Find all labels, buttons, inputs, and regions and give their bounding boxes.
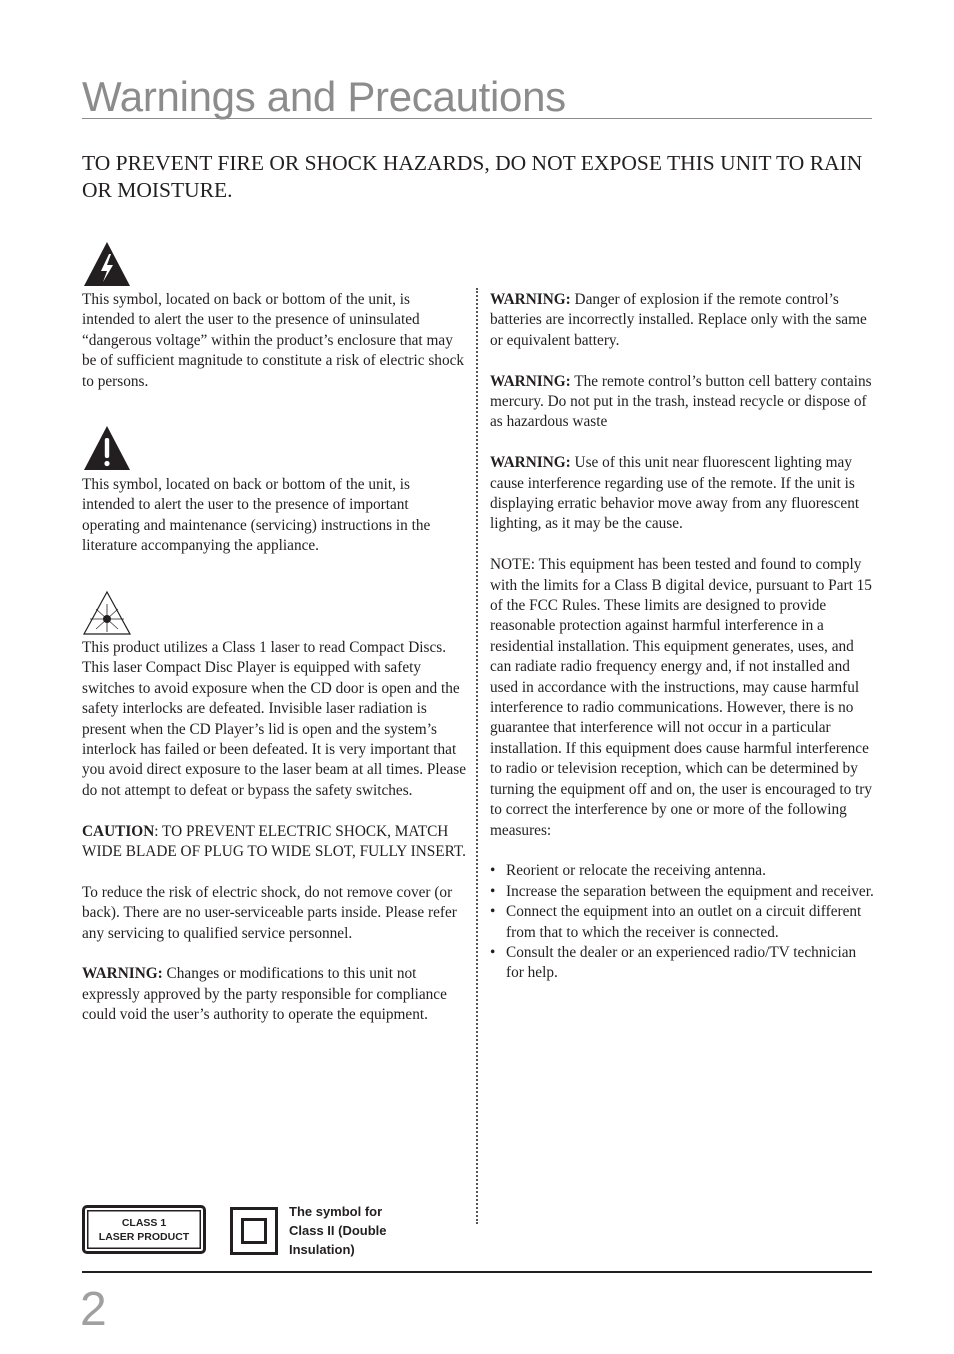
bullet-icon: •: [490, 882, 496, 900]
shock-text: To reduce the risk of electric shock, do not remove cover (or back). There are no user-serviceable parts inside. Please refer any servicing to qualified service personnel.: [82, 883, 457, 942]
electric-shock-warning-icon: [82, 240, 132, 288]
footer-rule: [82, 1271, 872, 1273]
measure-text: Consult the dealer or an experienced radio/TV technician for help.: [506, 943, 857, 982]
fluorescent-warning-paragraph: [490, 453, 875, 535]
laser-text: This product utilizes a Class 1 laser to read Compact Discs. This laser Compact Disc Player is equipped with safety switches to avoid exposure when the CD door is open and the safety interlocks are defeated. Invisible laser radiation is present when the CD Player’s lid is open and the system’s interlock has failed or been defeated. It is very important that you avoid direct exposure to the laser beam at all times. Please do not attempt to defeat or bypass the safety switches.: [82, 639, 466, 799]
headline-warning: TO PREVENT FIRE OR SHOCK HAZARDS, DO NOT EXPOSE THIS UNIT TO RAIN OR MOISTURE.: [82, 151, 863, 202]
title-rule: [82, 118, 872, 119]
modification-warning-text: Changes or modifications to this unit not expressly approved by the party responsible for compliance could void the user’s authority to operate the equipment.: [82, 965, 447, 1024]
modification-warning-paragraph: [82, 964, 466, 1025]
interference-measures-list: [490, 861, 875, 983]
laser-badge-line1: CLASS 1: [121, 1216, 167, 1229]
right-column-body: [490, 290, 875, 984]
caution-text: : TO PREVENT ELECTRIC SHOCK, MATCH WIDE BLADE OF PLUG TO WIDE SLOT, FULLY INSERT.: [82, 822, 466, 861]
measure-text: Connect the equipment into an outlet on a circuit different from that to which the receiver is connected.: [506, 903, 862, 941]
page-title: Warnings and Precautions: [82, 73, 566, 120]
exclamation-warning-icon: [82, 424, 132, 472]
warning-label: WARNING:: [490, 454, 571, 472]
mercury-warning-text: The remote control’s button cell battery contains mercury. Do not put in the trash, instead recycle or dispose of as hazardous waste: [490, 372, 872, 431]
list-item: [490, 882, 875, 902]
battery-warning-text: Danger of explosion if the remote control’s batteries are incorrectly installed. Replace only with the same or equivalent battery.: [490, 291, 867, 349]
left-column-body: [82, 638, 466, 1026]
laser-badge-line2: LASER PRODUCT: [98, 1230, 190, 1243]
laser-radiation-icon: [82, 590, 132, 636]
measure-text: Reorient or relocate the receiving antenna.: [506, 862, 766, 880]
fluorescent-warning-text: Use of this unit near fluorescent lighting may cause interference regarding use of the remote. If the unit is displaying erratic behavior move away from any fluorescent lighting, as it may be the cause.: [490, 454, 860, 533]
battery-warning-paragraph: [490, 290, 875, 351]
list-item: [490, 902, 875, 943]
column-divider: [476, 288, 478, 1224]
mercury-warning-paragraph: [490, 372, 875, 433]
exclamation-symbol-text: This symbol, located on back or bottom of the unit, is intended to alert the user to the presence of important operating and maintenance (servicing) instructions in the literature accompanying the appliance.: [82, 476, 431, 555]
caution-label: CAUTION: [82, 822, 155, 840]
class2-symbol-label: The symbol for Class II (Double Insulation): [289, 1204, 387, 1257]
voltage-symbol-description: [82, 290, 466, 392]
class1-laser-product-badge: [82, 1205, 206, 1254]
bullet-icon: •: [490, 903, 496, 921]
list-item: [490, 861, 875, 881]
measure-text: Increase the separation between the equipment and receiver.: [506, 882, 874, 900]
list-item: [490, 943, 875, 984]
double-insulation-icon: [230, 1207, 278, 1255]
fcc-note-text: NOTE: This equipment has been tested and found to comply with the limits for a Class B digital device, pursuant to Part 15 of the FCC Rules. These limits are designed to provide reasonable protection against harmful interference in a residential installation. This equipment generates, uses, and can radiate radio frequency energy and, if not installed and used in accordance with the instructions, may cause harmful interference to radio communications. However, there is no guarantee that interference will not occur in a particular installation. If this equipment does cause harmful interference to radio or television reception, which can be determined by turning the equipment off and on, the user is encouraged to try to correct the interference by one or more of the following measures:: [490, 556, 873, 839]
warning-label: WARNING:: [82, 965, 163, 983]
exclamation-symbol-description: [82, 475, 466, 557]
bullet-icon: •: [490, 862, 496, 880]
page-number: 2: [80, 1283, 107, 1336]
bullet-icon: •: [490, 943, 496, 961]
warning-label: WARNING:: [490, 372, 571, 390]
warning-label: WARNING:: [490, 291, 571, 308]
voltage-symbol-text: This symbol, located on back or bottom of the unit, is intended to alert the user to the presence of uninsulated “dangerous voltage” within the product’s enclosure that may be of sufficient magnitude to constitute a risk of electric shock to persons.: [82, 291, 465, 390]
caution-paragraph: [82, 822, 466, 863]
